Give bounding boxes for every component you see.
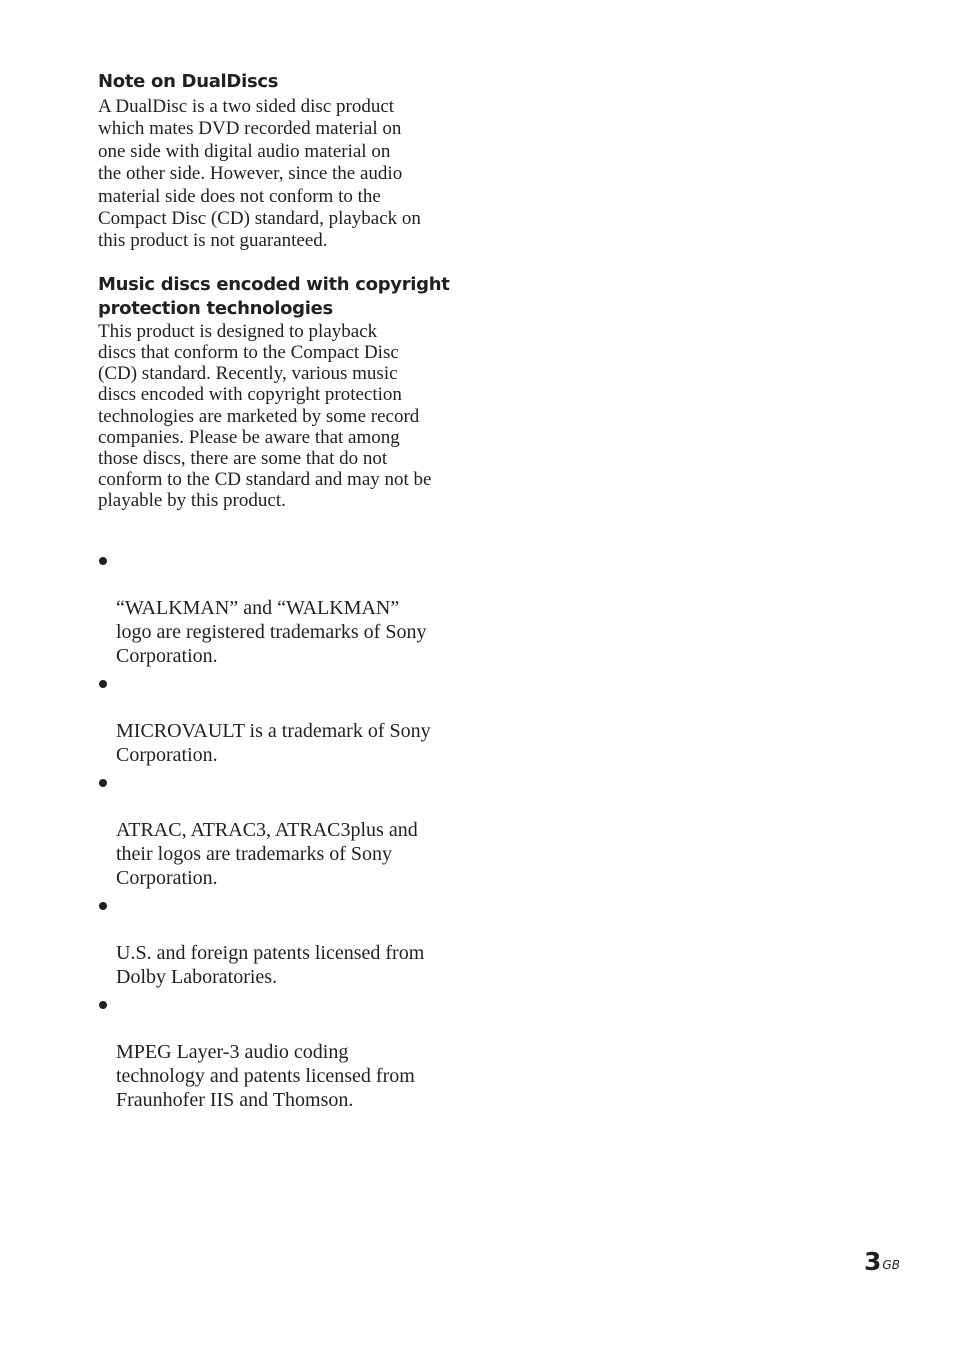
bullet-icon [99,1001,107,1009]
list-item [98,893,458,989]
trademark-text: MPEG Layer-3 audio coding technology and patents licensed from Fraunhofer IIS and Thomson. [116,1040,415,1111]
trademark-text: MICROVAULT is a trademark of Sony Corporation. [116,719,431,766]
section-body-dualdiscs: A DualDisc is a two sided disc product which mates DVD recorded material on one side with digital audio material on the other side. However, since the audio material side does not conform to the Compact Disc (CD) standard, playback on this product is not guaranteed. [98,96,421,252]
section-spacer [98,253,458,273]
trademark-text: “WALKMAN” and “WALKMAN” logo are registered trademarks of Sony Corporation. [116,596,427,667]
bullet-icon [99,557,107,565]
section-body-copyright-protection: This product is designed to playback discs that conform to the Compact Disc (CD) standard. Recently, various music discs encoded with copyright protection technologies are marketed by some record companies. Please be aware that among those discs, there are some that do not conform to the CD standard and may not be playable by this product. [98,320,432,512]
main-column [98,70,458,1115]
bullet-icon [99,902,107,910]
list-item [98,671,458,767]
list-item [98,770,458,890]
bullet-icon [99,779,107,787]
section-heading-dualdiscs: Note on DualDiscs [98,71,279,92]
page-number-value: 3 [864,1247,882,1276]
page-number [864,1246,900,1278]
section-heading-copyright-protection: Music discs encoded with copyright protection technologies [98,273,450,319]
trademark-text: ATRAC, ATRAC3, ATRAC3plus and their logos are trademarks of Sony Corporation. [116,818,418,889]
trademark-list [98,548,458,1112]
list-item [98,992,458,1112]
page-language-suffix: GB [882,1258,900,1272]
trademark-text: U.S. and foreign patents licensed from Dolby Laboratories. [116,941,425,988]
bullet-icon [99,680,107,688]
list-item [98,548,458,668]
